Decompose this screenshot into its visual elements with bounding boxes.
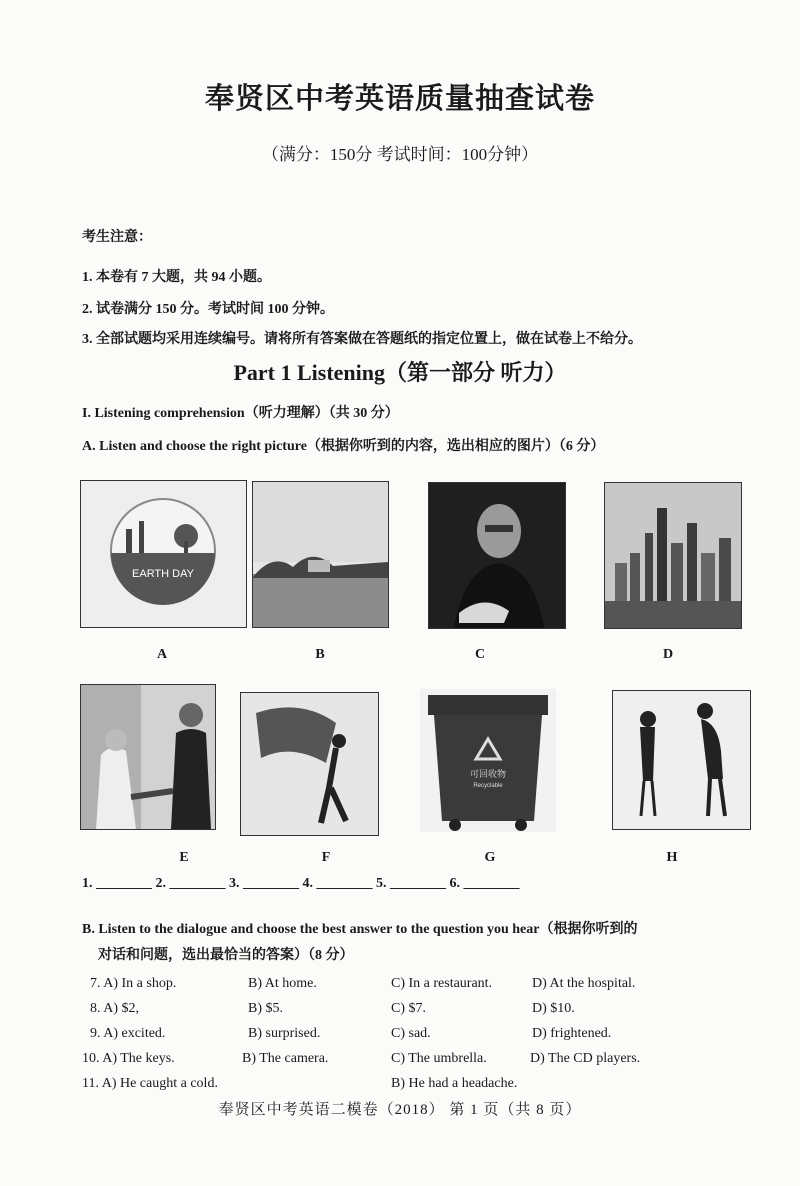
section-a-heading: A. Listen and choose the right picture（根据你听到的内容，选出相应的图片）（6 分） [82, 439, 605, 454]
answer-blanks: 1. ________ 2. ________ 3. ________ 4. ________ 5. ________ 6. ________ [82, 876, 520, 891]
exam-info: （满分：150分 考试时间：100分钟） [261, 145, 539, 164]
question-7-option-c: C) In a restaurant. [391, 976, 493, 991]
picture-label: H [666, 850, 678, 865]
question-8-option-c: C) $7. [391, 1001, 426, 1016]
lake-landscape-icon [253, 482, 388, 627]
picture-b [252, 481, 389, 628]
picture-g [420, 689, 556, 832]
handshake-icon [81, 685, 215, 829]
question-8-option-a: 8. A) $2, [90, 1001, 139, 1016]
picture-label: F [321, 850, 331, 865]
question-8-option-b: B) $5. [248, 1001, 283, 1016]
notice-heading: 考生注意： [82, 230, 152, 245]
picture-c [428, 482, 566, 629]
question-11-option-b: B) He had a headache. [391, 1076, 518, 1091]
section-b-heading-cont: 对话和问题，选出最恰当的答案）（8 分） [98, 948, 354, 963]
question-10-option-d: D) The CD players. [530, 1051, 641, 1066]
page-footer: 奉贤区中考英语二模卷（2018） 第 1 页（共 8 页） [218, 1102, 582, 1118]
skater-flag-icon [241, 693, 378, 835]
page-title: 奉贤区中考英语质量抽查试卷 [204, 83, 595, 115]
question-10-option-c: C) The umbrella. [391, 1051, 487, 1066]
question-7-option-a: 7. A) In a shop. [90, 976, 177, 991]
section-heading: I. Listening comprehension（听力理解）（共 30 分） [82, 406, 399, 421]
portrait-icon [429, 483, 565, 628]
bin-caption: 可回收物 [469, 770, 507, 780]
picture-a [80, 480, 247, 628]
notice-item: 3. 全部试题均采用连续编号。请将所有答案做在答题纸的指定位置上，做在试卷上不给分。 [82, 332, 642, 347]
earth-day-icon [81, 481, 246, 627]
picture-label: G [484, 850, 496, 865]
part-heading: Part 1 Listening（第一部分 听力） [233, 360, 567, 385]
picture-d [604, 482, 742, 629]
notice-item: 2. 试卷满分 150 分。考试时间 100 分钟。 [82, 302, 334, 317]
question-7-option-b: B) At home. [248, 976, 317, 991]
question-9-option-b: B) surprised. [248, 1026, 321, 1041]
bowing-people-icon [613, 691, 750, 829]
notice-item: 1. 本卷有 7 大题，共 94 小题。 [82, 270, 271, 285]
question-9-option-c: C) sad. [391, 1026, 431, 1041]
earth-day-caption: EARTH DAY [132, 568, 194, 580]
question-8-option-d: D) $10. [532, 1001, 575, 1016]
picture-label: A [156, 647, 168, 662]
picture-label: E [179, 850, 189, 865]
question-10-option-a: 10. A) The keys. [82, 1051, 175, 1066]
city-skyline-icon [605, 483, 741, 628]
picture-f [240, 692, 379, 836]
recycle-bin-icon [420, 689, 556, 832]
question-11-option-a: 11. A) He caught a cold. [82, 1076, 218, 1091]
picture-label: D [662, 647, 674, 662]
bin-caption-en: Recyclable [473, 783, 503, 789]
section-b-heading: B. Listen to the dialogue and choose the best answer to the question you hear（根据你听到的 [82, 922, 638, 937]
picture-h [612, 690, 751, 830]
picture-label: C [474, 647, 486, 662]
question-10-option-b: B) The camera. [242, 1051, 329, 1066]
picture-e [80, 684, 216, 830]
question-9-option-d: D) frightened. [532, 1026, 612, 1041]
question-9-option-a: 9. A) excited. [90, 1026, 166, 1041]
question-7-option-d: D) At the hospital. [532, 976, 636, 991]
picture-label: B [315, 647, 325, 662]
